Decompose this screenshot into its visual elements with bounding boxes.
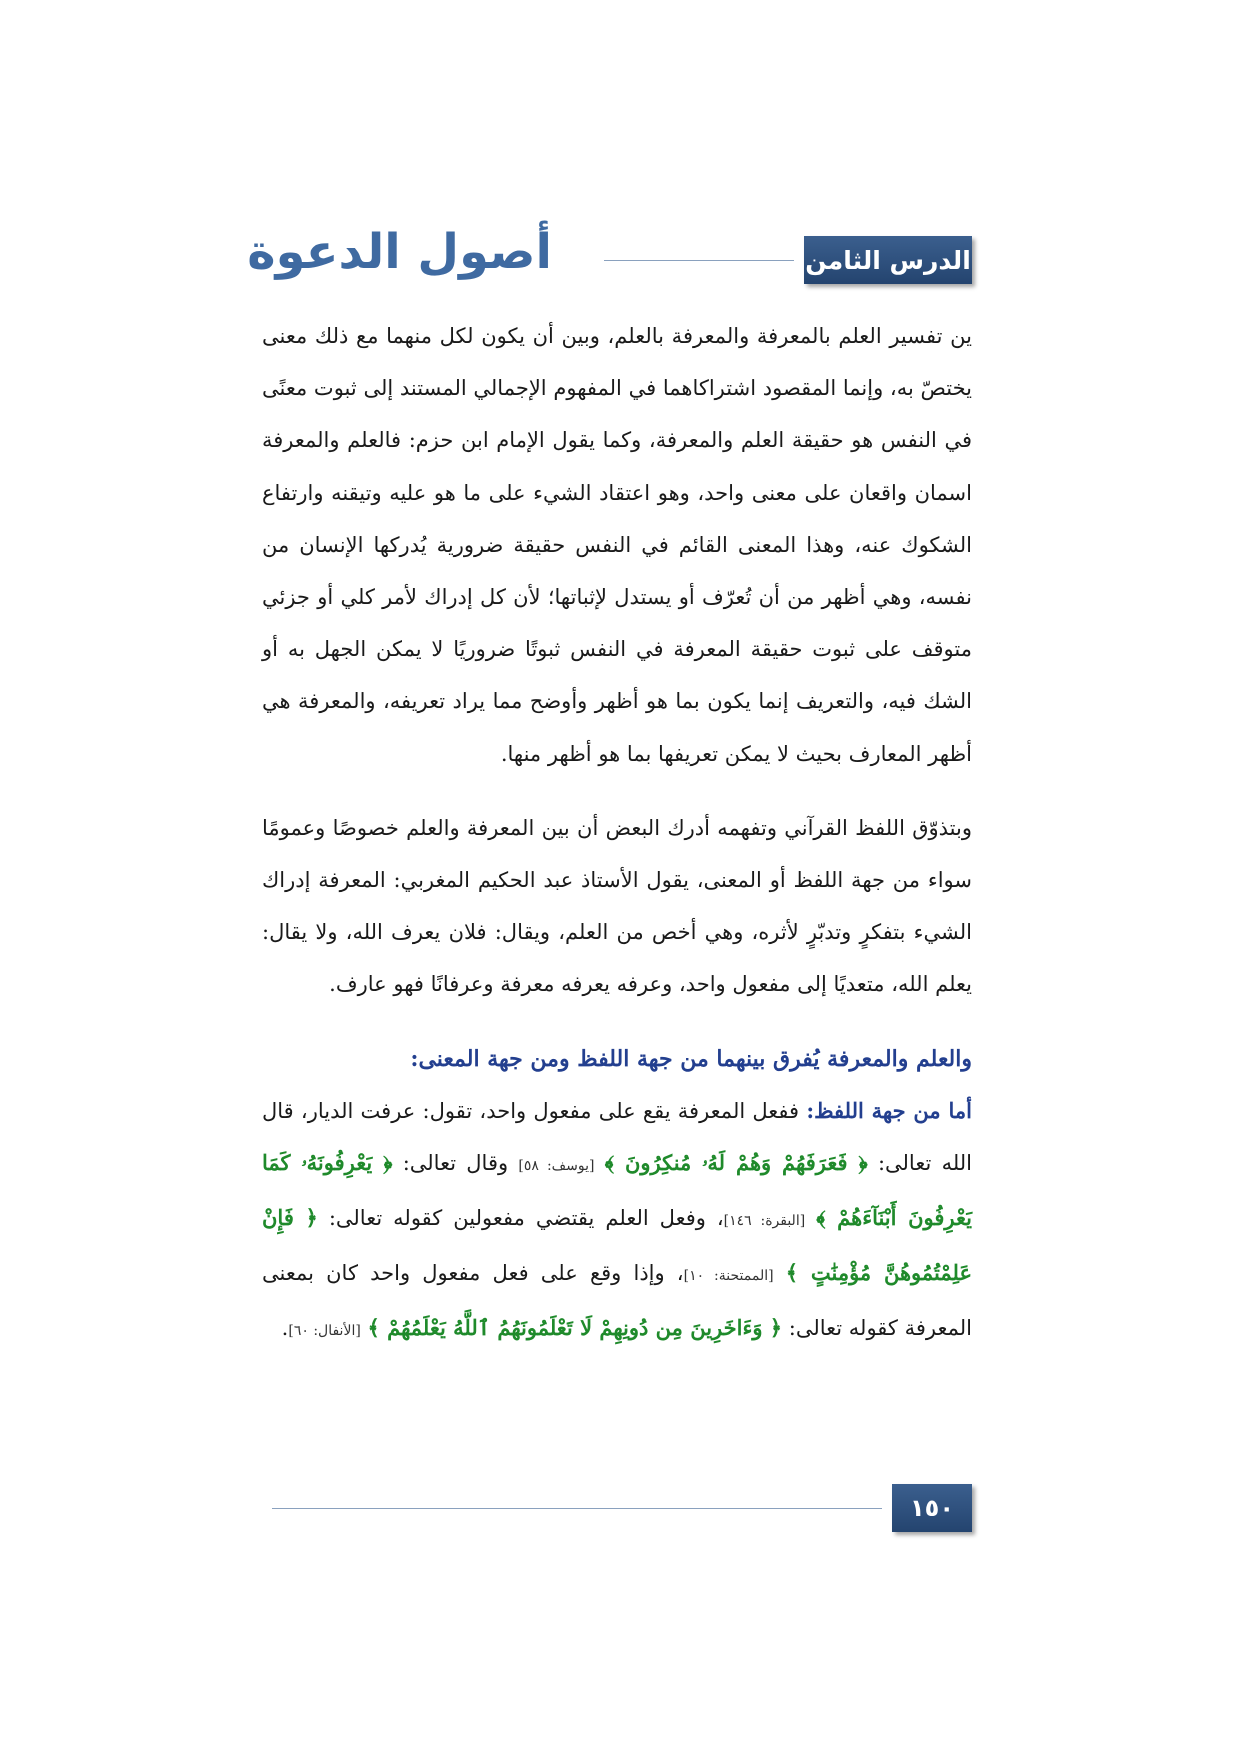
quran-quote: ﴿ يَعْرِفُونَهُۥ كَمَا يَعْرِفُونَ أَبْنَآءَهُمْ ﴾ [262, 1149, 972, 1231]
lesson-label: الدرس الثامن [805, 245, 971, 275]
section-heading: والعلم والمعرفة يُفرق بينهما من جهة اللفظ ومن جهة المعنى: [410, 1045, 972, 1072]
quote-reference: [الممتحنة: ١٠] [683, 1268, 774, 1285]
text-run: ، وفعل العلم يقتضي مفعولين كقوله تعالى: [317, 1206, 724, 1231]
lesson-badge [804, 236, 972, 284]
lead-phrase: أما من جهة اللفظ: [806, 1097, 973, 1123]
book-title: أصول الدعوة [247, 224, 552, 280]
footer-divider [272, 1508, 882, 1509]
page-content [262, 310, 972, 1358]
text-run: ففعل المعرفة يقع على مفعول واحد، تقول: عرفت الديار، قال الله تعالى: [262, 1098, 973, 1175]
page-number: ١٥٠ [910, 1494, 954, 1522]
quran-quote: ﴿ فَعَرَفَهُمْ وَهُمْ لَهُۥ مُنكِرُونَ ﴾ [604, 1149, 868, 1175]
text-run: . [281, 1316, 289, 1341]
paragraph: وبتذوّق اللفظ القرآني وتفهمه أدرك البعض أن بين المعرفة والعلم خصوصًا وعمومًا سواء من جهة اللفظ أو المعنى، يقول الأستاذ عبد الحكيم المغربي: المعرفة إدراك الشيء بتفكرٍ وتدبّرٍ لأثره، وهي أخص من العلم، ويقال: فلان يعرف الله، ولا يقال: يعلم الله، متعديًا إلى مفعول واحد، وعرفه يعرفه معرفة وعرفانًا فهو عارف. [262, 815, 972, 997]
text-run: ، وإذا وقع على فعل مفعول واحد كان بمعنى المعرفة كقوله تعالى: [262, 1261, 972, 1341]
quran-quote: ﴿ فَإِنْ عَلِمْتُمُوهُنَّ مُؤْمِنَٰتٍ ﴾ [262, 1205, 972, 1286]
quote-reference: [البقرة: ١٤٦] [723, 1213, 806, 1230]
quran-quote: ﴿ وَءَاخَرِينَ مِن دُونِهِمْ لَا تَعْلَمُونَهُمُ ٱللَّهُ يَعْلَمُهُمْ ﴾ [367, 1315, 783, 1341]
quote-reference: [يوسف: ٥٨] [518, 1157, 595, 1174]
paragraph-with-quotes [262, 1085, 972, 1358]
page-footer [262, 1484, 972, 1534]
page-number-badge [892, 1484, 972, 1532]
quote-reference: [الأنفال: ٦٠] [288, 1323, 361, 1340]
paragraph: ين تفسير العلم بالمعرفة والمعرفة بالعلم، وبين أن يكون لكل منهما مع ذلك معنى يختصّ به، وإنما المقصود اشتراكاهما في المفهوم الإجمالي المستند إلى ثبوت معنًى في النفس هو حقيقة العلم والمعرفة، وكما يقول الإمام ابن حزم: فالعلم والمعرفة اسمان واقعان على معنى واحد، وهو اعتقاد الشيء على ما هو عليه وتيقنه وارتفاع الشكوك عنه، وهذا المعنى القائم في النفس حقيقة ضرورية يُدركها الإنسان من نفسه، وهي أظهر من أن تُعرّف أو يستدل لإثباتها؛ لأن كل إدراك لأمر كلي أو جزئي متوقف على ثبوت حقيقة المعرفة في النفس ثبوتًا ضروريًا لا يمكن الجهل به أو الشك فيه، والتعريف إنما يكون بما هو أظهر وأوضح مما يراد تعريفه، والمعرفة هي أظهر المعارف بحيث لا يمكن تعريفها بما هو أظهر منها. [262, 324, 972, 766]
page-header [247, 224, 972, 288]
text-run: وقال تعالى: [392, 1150, 519, 1175]
header-divider [604, 260, 794, 261]
